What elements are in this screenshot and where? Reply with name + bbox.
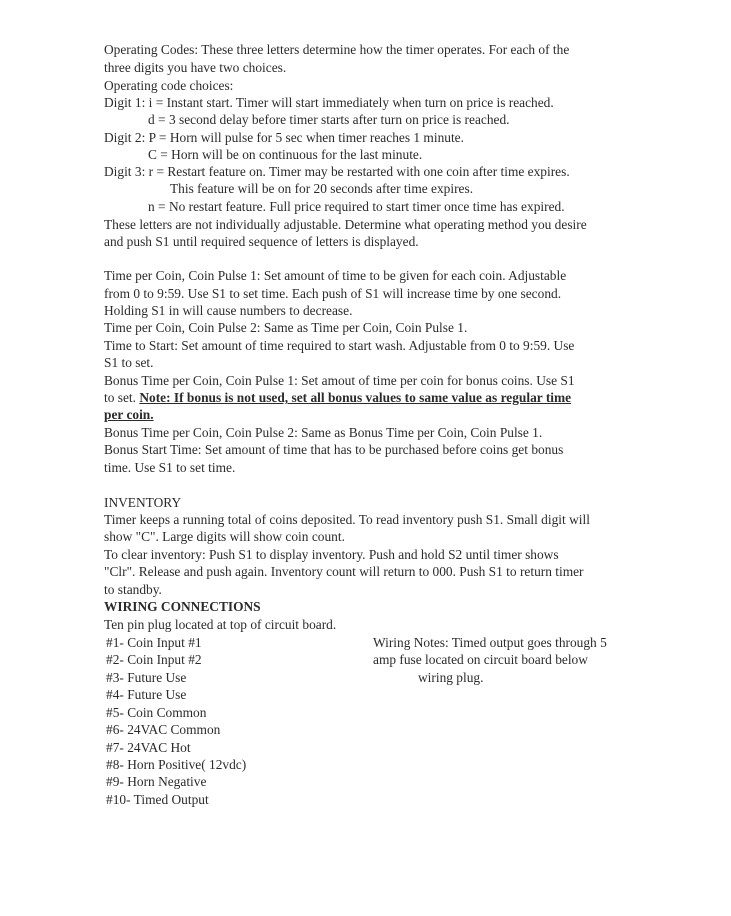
bonus-time-1-line-1: Bonus Time per Coin, Coin Pulse 1: Set amout of time per coin for bonus coins. Use S1 — [104, 373, 575, 388]
time-per-coin-1-line-3: Holding S1 in will cause numbers to decrease. — [104, 303, 353, 318]
bonus-note-part-1: Note: If bonus is not used, set all bonus values to same value as regular time — [139, 390, 572, 405]
wiring-pin-9: #9- Horn Negative — [106, 774, 207, 789]
digit2-option-p: Digit 2: P = Horn will pulse for 5 sec when timer reaches 1 minute. — [104, 130, 464, 145]
operating-codes-outro-2: and push S1 until required sequence of letters is displayed. — [104, 234, 419, 249]
inventory-line-5: to standby. — [104, 582, 162, 597]
wiring-pin-8: #8- Horn Positive( 12vdc) — [106, 757, 247, 772]
wiring-note-line-3: wiring plug. — [418, 670, 484, 685]
operating-codes-line-2: three digits you have two choices. — [104, 60, 287, 75]
bonus-line-prefix: to set. — [104, 390, 140, 405]
wiring-pin-1: #1- Coin Input #1 — [106, 635, 202, 650]
time-per-coin-2-line: Time per Coin, Coin Pulse 2: Same as Time per Coin, Coin Pulse 1. — [104, 320, 468, 335]
wiring-subheading: Ten pin plug located at top of circuit board. — [104, 617, 337, 632]
operating-codes-line-1: Operating Codes: These three letters determine how the timer operates. For each of the — [104, 42, 570, 57]
time-to-start-line-2: S1 to set. — [104, 355, 154, 370]
wiring-pin-10: #10- Timed Output — [106, 792, 209, 807]
inventory-line-2: show "C". Large digits will show coin count. — [104, 529, 345, 544]
wiring-pin-6: #6- 24VAC Common — [106, 722, 221, 737]
digit3-option-r-detail: This feature will be on for 20 seconds after time expires. — [170, 181, 474, 196]
wiring-pin-5: #5- Coin Common — [106, 705, 207, 720]
inventory-line-3: To clear inventory: Push S1 to display inventory. Push and hold S2 until timer shows — [104, 547, 559, 562]
inventory-line-1: Timer keeps a running total of coins deposited. To read inventory push S1. Small digit will — [104, 512, 590, 527]
inventory-heading: INVENTORY — [104, 495, 182, 510]
digit3-option-r: Digit 3: r = Restart feature on. Timer may be restarted with one coin after time expires. — [104, 164, 570, 179]
inventory-line-4: "Clr". Release and push again. Inventory count will return to 000. Push S1 to return timer — [104, 564, 584, 579]
wiring-pin-7: #7- 24VAC Hot — [106, 740, 191, 755]
bonus-note-part-2: per coin. — [104, 407, 154, 422]
time-per-coin-1-line-1: Time per Coin, Coin Pulse 1: Set amount of time to be given for each coin. Adjustable — [104, 268, 567, 283]
time-per-coin-1-line-2: from 0 to 9:59. Use S1 to set time. Each push of S1 will increase time by one second. — [104, 286, 562, 301]
digit1-option-d: d = 3 second delay before timer starts after turn on price is reached. — [148, 112, 510, 127]
wiring-note-line-2: amp fuse located on circuit board below — [373, 652, 588, 667]
digit3-option-n: n = No restart feature. Full price required to start timer once time has expired. — [148, 199, 565, 214]
bonus-start-time-line-1: Bonus Start Time: Set amount of time that has to be purchased before coins get bonus — [104, 442, 564, 457]
digit1-option-i: Digit 1: i = Instant start. Timer will start immediately when turn on price is reached. — [104, 95, 554, 110]
bonus-time-2-line: Bonus Time per Coin, Coin Pulse 2: Same as Bonus Time per Coin, Coin Pulse 1. — [104, 425, 543, 440]
wiring-pin-3: #3- Future Use — [106, 670, 187, 685]
bonus-time-1-line-2 — [104, 389, 571, 406]
time-to-start-line-1: Time to Start: Set amount of time required to start wash. Adjustable from 0 to 9:59. Use — [104, 338, 575, 353]
operating-code-choices-label: Operating code choices: — [104, 78, 234, 93]
wiring-pin-4: #4- Future Use — [106, 687, 187, 702]
bonus-start-time-line-2: time. Use S1 to set time. — [104, 460, 236, 475]
digit2-option-c: C = Horn will be on continuous for the last minute. — [148, 147, 423, 162]
wiring-heading: WIRING CONNECTIONS — [104, 599, 261, 614]
operating-codes-outro-1: These letters are not individually adjustable. Determine what operating method you desire — [104, 217, 587, 232]
wiring-pin-2: #2- Coin Input #2 — [106, 652, 202, 667]
wiring-note-line-1: Wiring Notes: Timed output goes through 5 — [373, 635, 607, 650]
